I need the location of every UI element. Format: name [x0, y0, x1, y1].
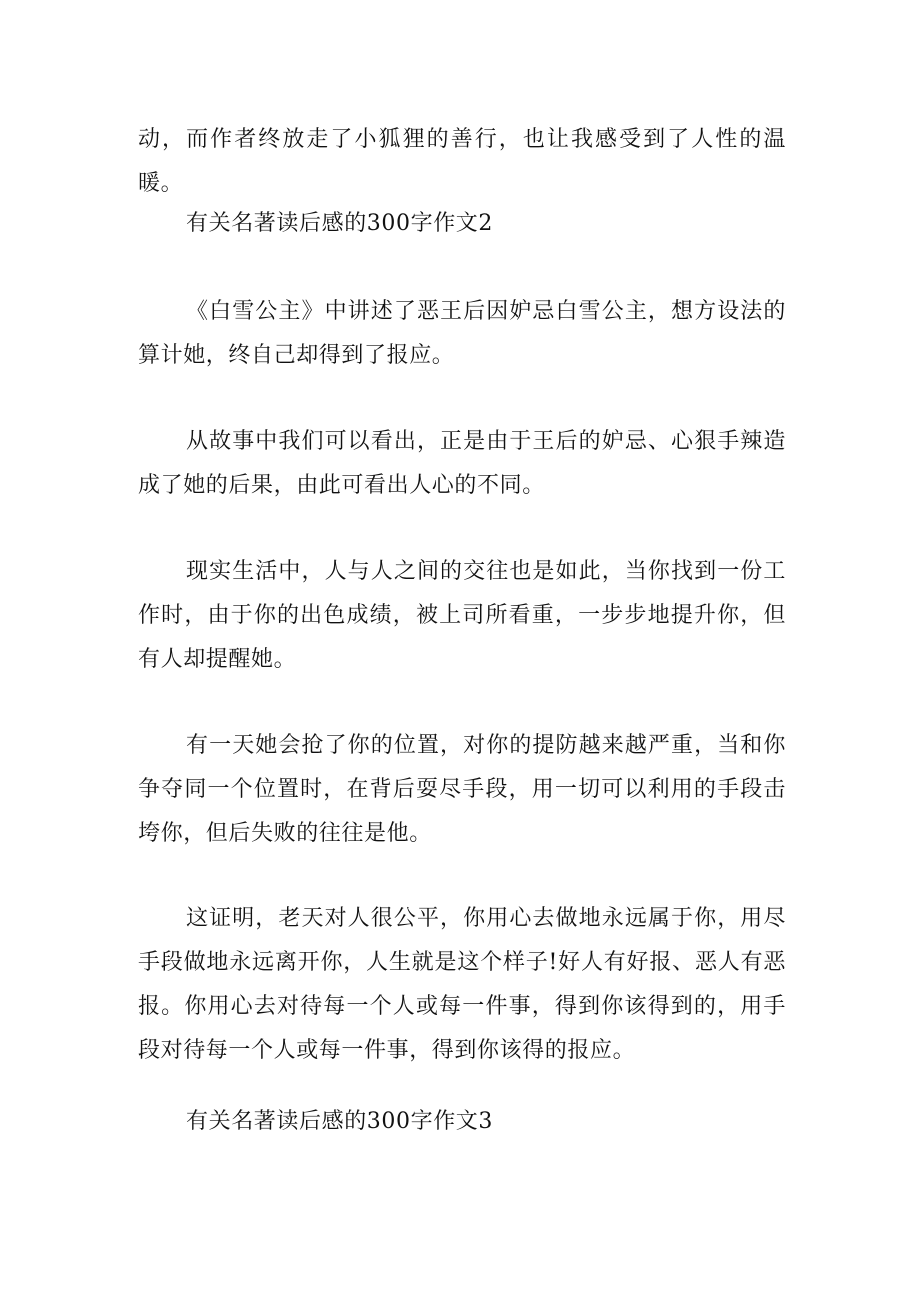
paragraph-real-life: 现实生活中，人与人之间的交往也是如此，当你找到一份工作时，由于你的出色成绩，被上司所看重，一步步地提升你，但有人却提醒她。: [138, 559, 786, 672]
paragraph-continuation: 动，而作者终放走了小狐狸的善行，也让我感受到了人性的温暖。: [138, 127, 786, 196]
paragraph-rivalry: 有一天她会抢了你的位置，对你的提防越来越严重，当和你争夺同一个位置时，在背后耍尽手段，用一切可以利用的手段击垮你，但后失败的往往是他。: [138, 733, 786, 846]
paragraph-story-lesson: 从故事中我们可以看出，正是由于王后的妒忌、心狠手辣造成了她的后果，由此可看出人心的不同。: [138, 429, 786, 498]
section-heading-3: 有关名著读后感的300字作文3: [186, 1109, 493, 1134]
section-heading-2: 有关名著读后感的300字作文2: [186, 211, 493, 236]
paragraph-snow-white-summary: 《白雪公主》中讲述了恶王后因妒忌白雪公主，想方设法的算计她，终自己却得到了报应。: [138, 299, 786, 368]
paragraph-conclusion: 这证明，老天对人很公平，你用心去做地永远属于你，用尽手段做地永远离开你，人生就是这个样子!好人有好报、恶人有恶报。你用心去对待每一个人或每一件事，得到你该得到的，用手段对待每一个人或每一件事，得到你该得的报应。: [138, 906, 786, 1063]
